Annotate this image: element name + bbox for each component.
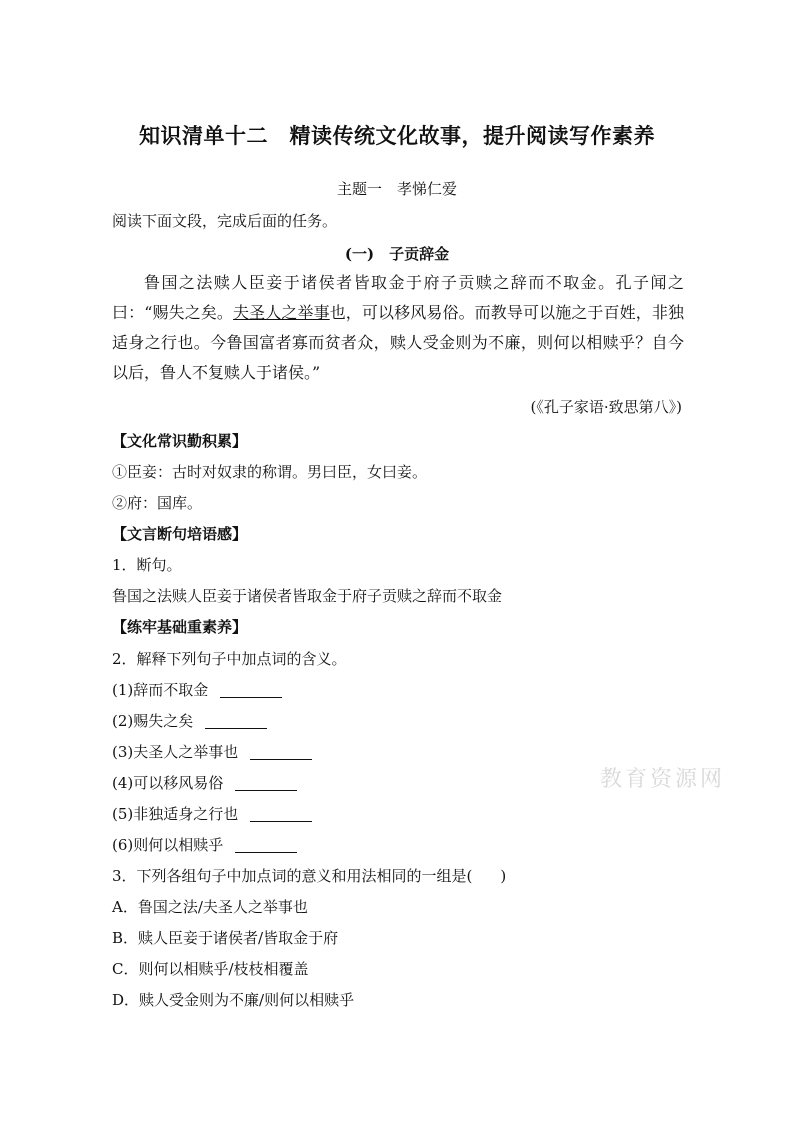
question-3: 3．下列各组句子中加点词的意义和用法相同的一组是( ) [112,867,507,885]
culture-note-2: ②府：国库。 [112,494,203,512]
passage-underlined: 夫圣人之举事 [233,303,330,322]
question-2: 2．解释下列句子中加点词的含义。 [112,650,347,668]
passage-title: (一) 子贡辞金 [344,245,450,263]
punctuation-header: 【文言断句培语感】 [112,525,248,543]
question-1: 1．断句。 [112,556,182,574]
watermark: 教育资源网 [600,767,726,792]
answer-blank[interactable] [205,712,267,729]
q3-option-b[interactable]: B．赎人臣妾于诸侯者/皆取金于府 [112,929,339,947]
q2-item-5: (5)非独适身之行也 [112,803,312,824]
basics-header: 【练牢基础重素养】 [112,618,248,636]
page-title: 知识清单十二 精读传统文化故事，提升阅读写作素养 [139,123,655,148]
q2-item-2: (2)赐失之矣 [112,710,267,731]
culture-note-1: ①臣妾：古时对奴隶的称谓。男曰臣，女曰妾。 [112,463,428,481]
passage-source: (《孔子家语·致思第八》) [530,398,682,416]
q3-option-c[interactable]: C．则何以相赎乎/枝枝相覆盖 [112,960,309,978]
q3-option-d[interactable]: D．赎人受金则为不廉/则何以相赎乎 [112,991,355,1009]
q3-option-a[interactable]: A．鲁国之法/夫圣人之举事也 [112,898,308,916]
passage-quote-rest: 也，可以移风易俗。而教导可以施之于百姓，非独适身之行也。今鲁国富者寡而贫者众，赎人受金则为不廉，则何以相赎乎？自今以后，鲁人不复赎人于诸侯。” [112,303,684,382]
answer-blank[interactable] [220,681,282,698]
instruction: 阅读下面文段，完成后面的任务。 [112,212,338,230]
q2-item-1: (1)辞而不取金 [112,679,282,700]
passage-text [112,268,684,388]
q2-item-6: (6)则何以相赎乎 [112,834,297,855]
question-1-sentence: 鲁国之法赎人臣妾于诸侯者皆取金于府子贡赎之辞而不取金 [112,587,503,605]
passage-line-1: 鲁国之法赎人臣妾于诸侯者皆取金于府子贡赎之辞而不取金。孔子闻之曰： [112,273,684,322]
answer-blank[interactable] [235,836,297,853]
culture-header: 【文化常识勤积累】 [112,432,248,450]
passage-quote-start: “赐失之矣。 [144,303,234,322]
answer-blank[interactable] [250,743,312,760]
q2-item-3: (3)夫圣人之举事也 [112,741,312,762]
answer-blank[interactable] [235,774,297,791]
theme-heading: 主题一 孝悌仁爱 [336,180,457,198]
answer-blank[interactable] [250,805,312,822]
q2-item-4: (4)可以移风易俗 [112,772,297,793]
